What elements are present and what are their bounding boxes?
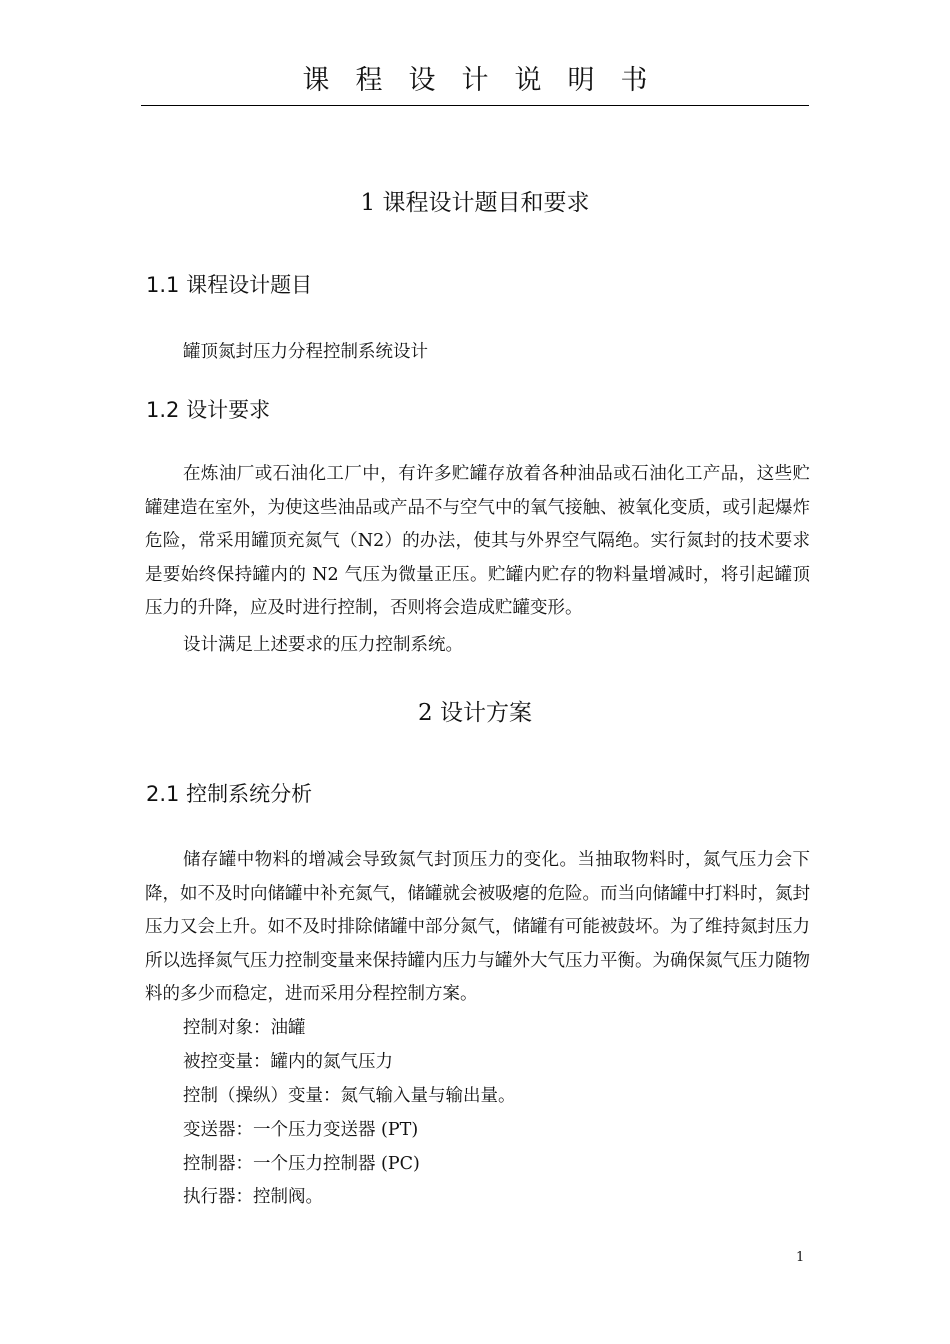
- page-number: 1: [796, 1250, 805, 1265]
- document-header-title: 课程设计说明书: [302, 65, 674, 96]
- analysis-paragraph: 储存罐中物料的增减会导致氮气封顶压力的变化。当抽取物料时，氮气压力会下降，如不及时向储罐中补充氮气，储罐就会被吸瘪的危险。而当向储罐中打料时，氮封压力又会上升。如不及时排除储罐中部分氮气，储罐有可能被鼓坏。为了维持氮封压力所以选择氮气压力控制变量来保持罐内压力与罐外大气压力平衡。为确保氮气压力随物料的多少而稳定，进而采用分程控制方案。: [145, 850, 810, 1004]
- list-item-transmitter: 变送器：一个压力变送器 (PT): [183, 1120, 419, 1140]
- requirements-paragraph: 在炼油厂或石油化工厂中，有许多贮罐存放着各种油品或石油化工产品，这些贮罐建造在室外，为使这些油品或产品不与空气中的氧气接触、被氧化变质，或引起爆炸危险，常采用罐顶充氮气（N2）的办法，使其与外界空气隔绝。实行氮封的技术要求是要始终保持罐内的 N2 气压为微量正压。贮罐内贮存的物料量增减时，将引起罐顶压力的升降，应及时进行控制，否则将会造成贮罐变形。: [145, 464, 810, 618]
- section-2-1-title: 2.1 控制系统分析: [146, 782, 313, 806]
- section-1-2-title: 1.2 设计要求: [146, 398, 271, 422]
- chapter-1-title: 1 课程设计题目和要求: [360, 190, 590, 216]
- list-item-control-object: 控制对象：油罐: [183, 1018, 306, 1038]
- header-divider: [141, 105, 809, 106]
- chapter-2-title: 2 设计方案: [418, 700, 532, 726]
- list-item-actuator: 执行器：控制阀。: [183, 1187, 323, 1207]
- requirements-summary: 设计满足上述要求的压力控制系统。: [183, 635, 463, 655]
- section-1-1-title: 1.1 课程设计题目: [146, 273, 313, 297]
- design-topic: 罐顶氮封压力分程控制系统设计: [183, 342, 428, 362]
- list-item-manipulated-variable: 控制（操纵）变量：氮气输入量与输出量。: [183, 1086, 516, 1106]
- list-item-controlled-variable: 被控变量：罐内的氮气压力: [183, 1052, 393, 1072]
- list-item-controller: 控制器：一个压力控制器 (PC): [183, 1154, 420, 1174]
